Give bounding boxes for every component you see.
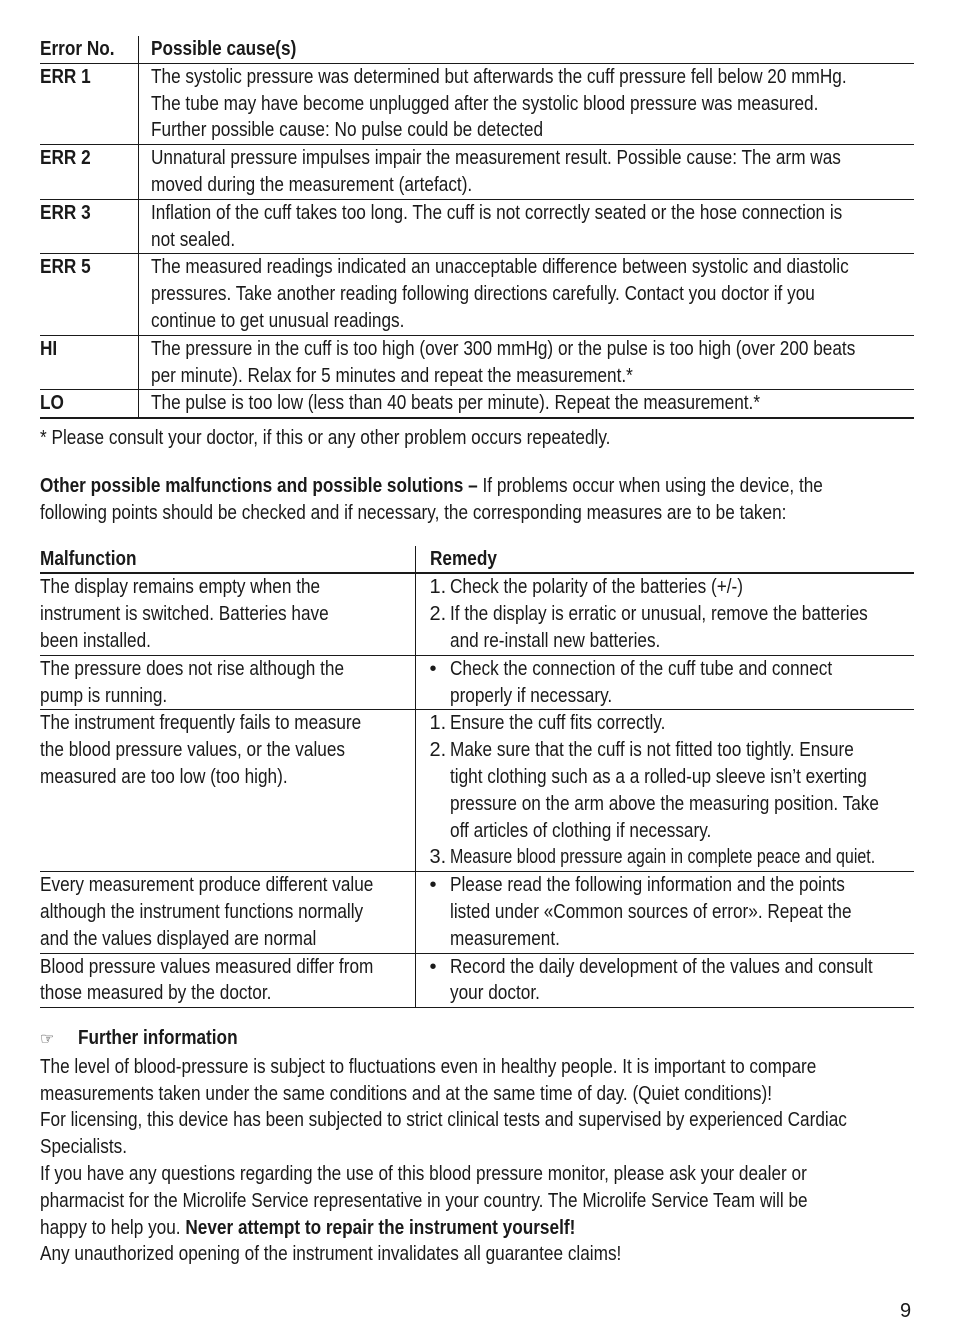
- error-description: The pressure in the cuff is too high (over 300 mmHg) or the pulse is too high (over 200 beats per minute). Relax for 5 minutes and repeat the measurement.*: [138, 335, 914, 390]
- step-number: 2.: [429, 603, 447, 626]
- manual-page: [40, 36, 914, 1268]
- remedy-item: 3. Measure blood pressure again in complete peace and quiet.: [430, 844, 915, 871]
- error-code: LO: [40, 390, 138, 418]
- error-description: The measured readings indicated an unacceptable difference between systolic and diastolic pressures. Take another reading following directions carefully. Contact you doctor if you continue to get unusual readings.: [138, 254, 914, 335]
- malfunction-row: [40, 872, 914, 953]
- error-description: The systolic pressure was determined but afterwards the cuff pressure fell below 20 mmHg. The tube may have become unplugged after the systolic blood pressure was measured. Further possible cause: No pulse could be detected: [138, 63, 914, 144]
- info-paragraph-4: Any unauthorized opening of the instrument invalidates all guarantee claims!: [40, 1243, 622, 1266]
- remedy-item: 1. Ensure the cuff fits correctly.: [430, 710, 915, 737]
- error-code: ERR 1: [40, 63, 138, 144]
- malfunction-description: The pressure does not rise although the pump is running.: [40, 655, 415, 710]
- malfunction-description: The display remains empty when the instrument is switched. Batteries have been installed.: [40, 573, 415, 655]
- bullet-marker: •: [429, 955, 437, 978]
- info-paragraph-1: The level of blood-pressure is subject to fluctuations even in healthy people. It is important to compare measurements taken under the same conditions and at the same time of day. (Quiet conditions)!: [40, 1055, 817, 1105]
- error-row: [40, 145, 914, 200]
- malfunction-description: The instrument frequently fails to measure the blood pressure values, or the values measured are too low (too high).: [40, 710, 415, 872]
- error-table-header: [40, 36, 914, 63]
- error-code: ERR 2: [40, 145, 138, 200]
- malfunction-row: [40, 953, 914, 1008]
- error-footnote: * Please consult your doctor, if this or any other problem occurs repeatedly.: [40, 427, 611, 450]
- malfunction-row: [40, 710, 914, 872]
- error-codes-table: [40, 36, 914, 419]
- malfunction-description: Blood pressure values measured differ from those measured by the doctor.: [40, 953, 415, 1008]
- error-no-header: Error No.: [40, 36, 138, 63]
- malfunction-remedy-table: [40, 546, 914, 1009]
- page-number: 9: [900, 1300, 912, 1322]
- step-number: 2.: [429, 739, 447, 762]
- bullet-marker: •: [429, 657, 437, 680]
- error-description: Inflation of the cuff takes too long. The cuff is not correctly seated or the hose connection is not sealed.: [138, 199, 914, 254]
- step-number: 3.: [429, 846, 447, 869]
- error-row: [40, 335, 914, 390]
- malfunction-table-header: [40, 546, 914, 574]
- remedy-item: 2. Make sure that the cuff is not fitted too tightly. Ensure tight clothing such as a a rolled-up sleeve isn’t exerting pressure on the arm above the measuring position. Take off articles of clothing if necessary.: [429, 739, 879, 842]
- malfunctions-intro-heading: Other possible malfunctions and possible solutions –: [40, 474, 478, 497]
- step-number: 1.: [429, 576, 447, 599]
- info-paragraph-3: If you have any questions regarding the use of this blood pressure monitor, please ask your dealer or pharmacist for the Microlife Service representative in your country. The Microlife Service Team will be happy to help you. Never attempt to repair the instrument yourself!: [40, 1163, 808, 1239]
- further-information-heading: ☞ Further information: [40, 1025, 914, 1054]
- remedy-header: Remedy: [415, 546, 914, 574]
- error-code: ERR 3: [40, 199, 138, 254]
- remedy-item: • Record the daily development of the values and consult your doctor.: [429, 955, 873, 1005]
- step-number: 1.: [429, 712, 447, 735]
- malfunction-row: [40, 573, 914, 655]
- remedy-cell: [415, 872, 914, 953]
- remedy-item: • Please read the following information and the points listed under «Common sources of error». Repeat the measurement.: [429, 874, 852, 950]
- remedy-item: • Check the connection of the cuff tube and connect properly if necessary.: [429, 657, 832, 707]
- error-row: [40, 63, 914, 144]
- error-row: [40, 254, 914, 335]
- remedy-item: 1. Check the polarity of the batteries (+/-): [430, 574, 915, 601]
- remedy-cell: [415, 710, 914, 872]
- error-description: The pulse is too low (less than 40 beats per minute). Repeat the measurement.*: [138, 390, 914, 418]
- malfunctions-intro: Other possible malfunctions and possible solutions – If problems occur when using the device, the following points should be checked and if necessary, the corresponding measures are to be taken:: [40, 474, 823, 524]
- info-paragraph-2: For licensing, this device has been subjected to strict clinical tests and supervised by experienced Cardiac Specialists.: [40, 1109, 847, 1159]
- remedy-item: 2. If the display is erratic or unusual, remove the batteries and re-install new batteries.: [429, 603, 868, 652]
- possible-causes-header: Possible cause(s): [138, 36, 914, 63]
- error-description: Unnatural pressure impulses impair the measurement result. Possible cause: The arm was moved during the measurement (artefact).: [138, 145, 914, 200]
- malfunction-header: Malfunction: [40, 546, 415, 574]
- pointing-hand-icon: ☞: [40, 1031, 55, 1049]
- error-row: [40, 199, 914, 254]
- remedy-cell: [415, 953, 914, 1008]
- error-row: [40, 390, 914, 418]
- malfunction-row: [40, 655, 914, 710]
- repair-warning: Never attempt to repair the instrument yourself!: [185, 1216, 576, 1239]
- further-information-body: [40, 1054, 914, 1268]
- bullet-marker: •: [429, 874, 437, 897]
- error-code: HI: [40, 335, 138, 390]
- error-code: ERR 5: [40, 254, 138, 335]
- remedy-cell: [415, 655, 914, 710]
- remedy-cell: [415, 573, 914, 655]
- malfunction-description: Every measurement produce different value although the instrument functions normally and the values displayed are normal: [40, 872, 415, 953]
